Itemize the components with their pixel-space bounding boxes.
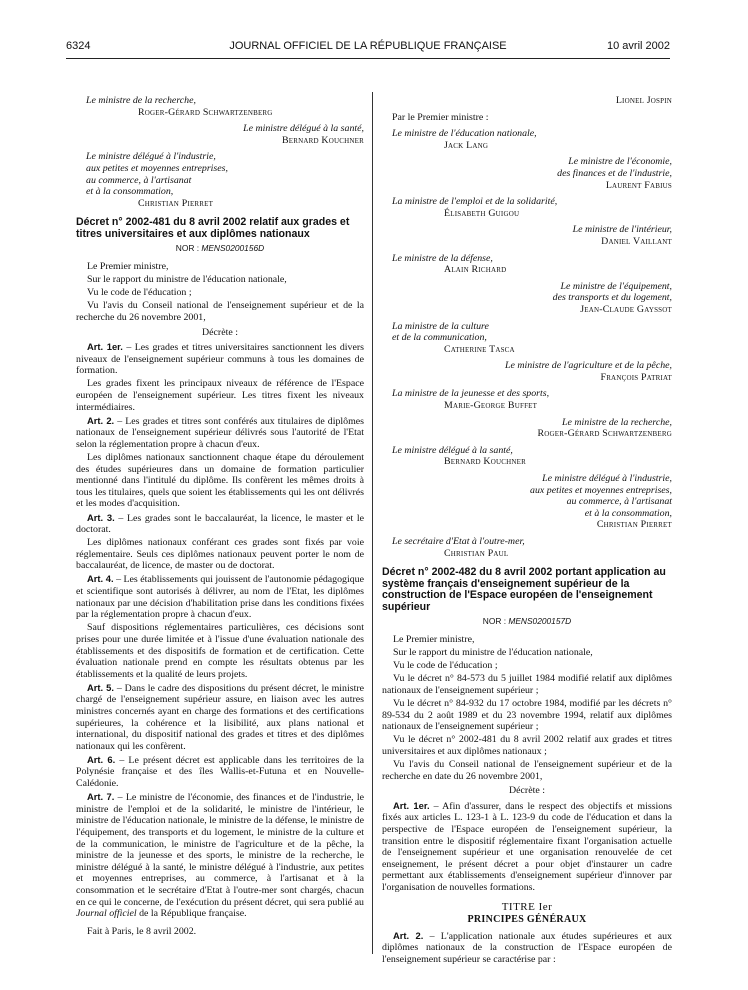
right-column (382, 95, 672, 967)
minister-name: Bernard Kouchner (281, 134, 364, 146)
article-label: Art. 7. (87, 791, 115, 803)
signature (382, 196, 672, 219)
article-paragraph (76, 573, 364, 620)
minister-name: Christian Pierret (596, 519, 672, 531)
signature (382, 95, 672, 107)
article-text: Les grades fixent les principaux niveaux de référence de l'Espace européen de l'enseignement supérieur. Les titres fixent les niveaux intermédiaires. (76, 378, 364, 413)
minister-title-line: Le ministre délégué à l'industrie, (542, 473, 672, 485)
article-paragraph (76, 754, 364, 790)
column-divider (372, 92, 373, 954)
minister-title-line: et à la consommation, (584, 507, 672, 519)
minister-title-line: aux petites et moyennes entreprises, (86, 162, 228, 174)
preamble-line: Vu le décret n° 2002-481 du 8 avril 2002 relatif aux grades et titres universitaires et aux diplômes nationaux ; (382, 734, 672, 757)
minister-title-line: et à la consommation, (86, 186, 174, 198)
signature (76, 123, 364, 146)
issue-date: 10 avril 2002 (607, 40, 670, 52)
preamble-line: Le Premier ministre, (393, 634, 475, 646)
minister-title (86, 151, 364, 197)
nor-code: MENS0200156D (201, 242, 265, 253)
article-paragraph (76, 537, 364, 572)
minister-name: Catherine Tasca (444, 343, 515, 355)
preamble-line: Sur le rapport du ministre de l'éducation nationale, (87, 274, 287, 286)
minister-title: Le ministre de l'agriculture et de la pêche, (504, 360, 672, 372)
article-paragraph (76, 341, 364, 377)
minister-title-line: Le ministre de l'économie, (568, 156, 672, 168)
preamble-line: Vu le code de l'éducation ; (87, 287, 192, 299)
signature (382, 281, 672, 316)
article-1 (382, 800, 672, 894)
article-text: – Les établissements qui jouissent de l'autonomie pédagogique et scientifique sont autorisés à délivrer, au nom de l'Etat, les diplômes nationaux par une décision d'habilitation prise dans les conditions fixées par la réglementation propre à chacun d'eux. (76, 574, 364, 621)
minister-title: Par le Premier ministre : (392, 111, 489, 123)
signature (382, 536, 672, 559)
minister-title (392, 321, 672, 344)
article-label: Art. 1er. (393, 799, 430, 811)
minister-name: Laurent Fabius (605, 179, 672, 191)
minister-title-line: au commerce, à l'artisanat (566, 496, 672, 508)
signature (382, 253, 672, 276)
minister-title: Le ministre de l'intérieur, (572, 224, 672, 236)
minister-title-line: La ministre de la culture (392, 320, 489, 332)
minister-title: Le ministre de la recherche, (562, 416, 672, 428)
article-label: Art. 3. (87, 511, 115, 523)
signature (382, 388, 672, 411)
article-label: Art. 2. (393, 929, 424, 941)
preamble (382, 634, 672, 782)
preamble-line: Le Premier ministre, (87, 261, 169, 273)
article-label: Art. 6. (87, 753, 116, 765)
minister-title (382, 156, 672, 179)
article-text: – L'application nationale aux études supérieures et aux diplômes nationaux de la construction de l'Espace européen de l'enseignement supérieur se caractérise par : (382, 930, 672, 965)
preamble-line: Vu l'avis du Conseil national de l'enseignement supérieur et de la recherche en date du 26 novembre 2001, (382, 759, 672, 782)
minister-title: Le secrétaire d'Etat à l'outre-mer, (392, 536, 525, 547)
minister-name: Marie-George Buffet (444, 400, 538, 412)
minister-name: Jean-Claude Gayssot (580, 303, 672, 315)
article-label: Art. 5. (87, 681, 114, 693)
minister-name: Daniel Vaillant (601, 235, 672, 247)
minister-title: Le ministre de la recherche, (86, 95, 196, 106)
minister-title: Le ministre de l'éducation nationale, (392, 128, 537, 140)
signature-block (76, 95, 364, 209)
minister-title (382, 473, 672, 519)
page-header (66, 40, 670, 56)
article-text: – Afin d'assurer, dans le respect des objectifs et missions fixés aux articles L. 123-1 à L. 123-9 du code de l'éducation et dans la perspective de l'Espace européen de l'enseignement supérieur, la transition entre le dispositif réglementaire fixant l'organisation actuelle de l'enseignement supérieur et une organisation renouvelée de cet enseignement, le présent décret a pour objet d'instaurer un cadre permettant aux établissements d'enseignement supérieur d'innover par l'organisation de nouvelles formations. (382, 800, 672, 894)
minister-name: François Patriat (600, 371, 672, 383)
minister-name: Roger-Gérard Schwartzenberg (537, 428, 672, 440)
journal-officiel-ref: Journal officiel (76, 908, 137, 920)
article-paragraph (76, 378, 364, 413)
minister-title-line: au commerce, à l'artisanat (86, 174, 192, 186)
minister-title (382, 281, 672, 304)
minister-title-line: aux petites et moyennes entreprises, (530, 484, 672, 496)
minister-title: La ministre de la jeunesse et des sports, (392, 388, 550, 400)
article-paragraph (76, 791, 364, 920)
article-paragraph (76, 512, 364, 536)
minister-name: Alain Richard (444, 264, 507, 276)
minister-name: Jack Lang (444, 139, 489, 151)
article-text: Sauf dispositions réglementaires particulières, ces décisions sont prises pour une durée limitée et à l'issue d'une évaluation nationale des établissements et des dispositifs de formation et de certification. Cette évaluation nationale prend en compte les résultats obtenus par les établissements et la qualité de leurs projets. (76, 622, 364, 680)
minister-title-line: des transports et du logement, (552, 292, 672, 304)
minister-title: La ministre de l'emploi et de la solidarité, (392, 196, 558, 208)
article-label: Art. 1er. (87, 341, 123, 353)
decret-title: Décret n° 2002-481 du 8 avril 2002 relatif aux grades et titres universitaires et aux diplômes nationaux (76, 216, 350, 240)
article-paragraph (76, 452, 364, 510)
fait-a-paris: Fait à Paris, le 8 avril 2002. (87, 925, 197, 937)
article-label: Art. 4. (87, 573, 114, 585)
signature (382, 445, 672, 468)
article-paragraph (76, 622, 364, 680)
article-text: Les diplômes nationaux sanctionnent chaque étape du déroulement des études supérieures dans un domaine de formation particulier mentionné dans l'intitulé du diplôme. Ils confèrent les mêmes droits à tous les titulaires, quels que soient les établissements qui les ont délivrés et les modes d'acquisition. (76, 452, 364, 510)
titre-heading: TITRE Ier (501, 900, 553, 913)
signature (382, 417, 672, 440)
preamble-line: Vu le décret n° 84-932 du 17 octobre 1984, modifié par les décrets n° 89-534 du 2 août 1989 et du 23 novembre 1994, relatif aux diplômes nationaux de l'enseignement supérieur ; (382, 698, 672, 733)
signature (382, 128, 672, 151)
article-text: – Les grades sont le baccalauréat, la licence, le master et le doctorat. (76, 512, 364, 536)
articles (76, 341, 364, 920)
minister-title-line: Le ministre délégué à l'industrie, (86, 151, 216, 163)
minister-name: Lionel Jospin (615, 95, 672, 106)
nor-label: NOR : (175, 242, 200, 253)
decret-title: Décret n° 2002-482 du 8 avril 2002 portant application au système français d'enseignement supérieur de la construction de l'Espace européen de l'enseignement supérieur (382, 566, 666, 613)
minister-name: Roger-Gérard Schwartzenberg (138, 106, 273, 118)
minister-title-line: Le ministre de l'équipement, (560, 280, 672, 292)
minister-title: Le ministre délégué à la santé, (392, 444, 513, 456)
principes-heading: PRINCIPES GÉNÉRAUX (467, 914, 587, 926)
article-text: Les diplômes nationaux conférant ces grades sont fixés par voie réglementaire. Seuls ces diplômes nationaux peuvent porter le nom de baccalauréat, de licence, de master ou de doctorat. (76, 537, 364, 572)
left-column (76, 95, 364, 939)
preamble-line: Sur le rapport du ministre de l'éducation nationale, (393, 647, 593, 659)
minister-name: Bernard Kouchner (444, 456, 527, 468)
signature (382, 321, 672, 356)
header-rule (66, 58, 670, 59)
journal-title: JOURNAL OFFICIEL DE LA RÉPUBLIQUE FRANÇAISE (229, 40, 507, 52)
article-paragraph (76, 682, 364, 753)
preamble-line: Vu le code de l'éducation ; (393, 660, 498, 672)
page-number: 6324 (66, 40, 91, 52)
minister-name: Christian Pierret (138, 197, 214, 209)
preamble-line: Vu le décret n° 84-573 du 5 juillet 1984 modifié relatif aux diplômes nationaux de l'enseignement supérieur ; (382, 673, 672, 697)
nor-reference (382, 616, 672, 628)
preamble-line: Vu l'avis du Conseil national de l'enseignement supérieur et de la recherche du 26 novembre 2001, (76, 300, 364, 323)
article-text: – Les grades et titres universitaires sanctionnent les divers niveaux de l'enseignement supérieur communs à tous les domaines de formation. (76, 342, 364, 377)
article-text: – Dans le cadre des dispositions du présent décret, le ministre chargé de l'enseignement supérieur assure, en liaison avec les autres ministres concernés ayant en charge des formations et des certifications supérieures, la cohérence et la lisibilité, aux plans national et international, du dispositif national des grades et titres et des diplômes nationaux qui les confèrent. (76, 682, 364, 752)
nor-reference (76, 243, 364, 255)
signature (382, 360, 672, 383)
signature-block (382, 95, 672, 559)
minister-title-line: et de la communication, (392, 332, 487, 344)
minister-name: Élisabeth Guigou (444, 207, 520, 219)
nor-label: NOR : (482, 615, 507, 626)
decrete-label: Décrète : (202, 326, 238, 338)
minister-title: Le ministre de la défense, (392, 252, 493, 264)
article-text: – Les grades et titres sont conférés aux titulaires de diplômes nationaux de l'enseignement supérieur délivrés sous l'autorité de l'Etat selon la réglementation propre à chacun d'eux. (76, 415, 364, 450)
nor-code: MENS0200157D (508, 615, 572, 626)
signature (76, 95, 364, 118)
article-label: Art. 2. (87, 414, 115, 426)
preamble (76, 261, 364, 323)
signature (382, 473, 672, 531)
signature (382, 224, 672, 247)
signature (76, 151, 364, 209)
minister-name: Christian Paul (444, 547, 509, 559)
minister-title: Le ministre délégué à la santé, (243, 123, 364, 135)
article-text: – Le ministre de l'économie, des finances et de l'industrie, le ministre de l'emploi et de la solidarité, le ministre de l'intérieur, le ministre de l'éducation nationale, le ministre de la défense, le ministre de l'équipement, des transports et du logement, le ministre de la culture et de la communication, le ministre de l'agriculture et de la pêche, la ministre de la jeunesse et des sports, le ministre de la recherche, le ministre délégué à la santé, le ministre délégué à l'industrie, aux petites et moyennes entreprises, au commerce, à l'artisanat et à la consommation et le secrétaire d'Etat à l'outre-mer sont chargés, chacun en ce qui le concerne, de l'exécution du présent décret, qui sera publié au (76, 792, 364, 908)
article-text: – Le présent décret est applicable dans les territoires de la Polynésie française et des îles Wallis-et-Futuna et en Nouvelle-Calédonie. (76, 754, 365, 790)
signature (382, 156, 672, 191)
article-text-end: de la République française. (136, 908, 247, 920)
decrete-label: Décrète : (509, 785, 545, 797)
article-paragraph (76, 415, 364, 451)
minister-title-line: des finances et de l'industrie, (557, 167, 672, 179)
signature (382, 112, 672, 124)
article-2 (382, 930, 672, 966)
